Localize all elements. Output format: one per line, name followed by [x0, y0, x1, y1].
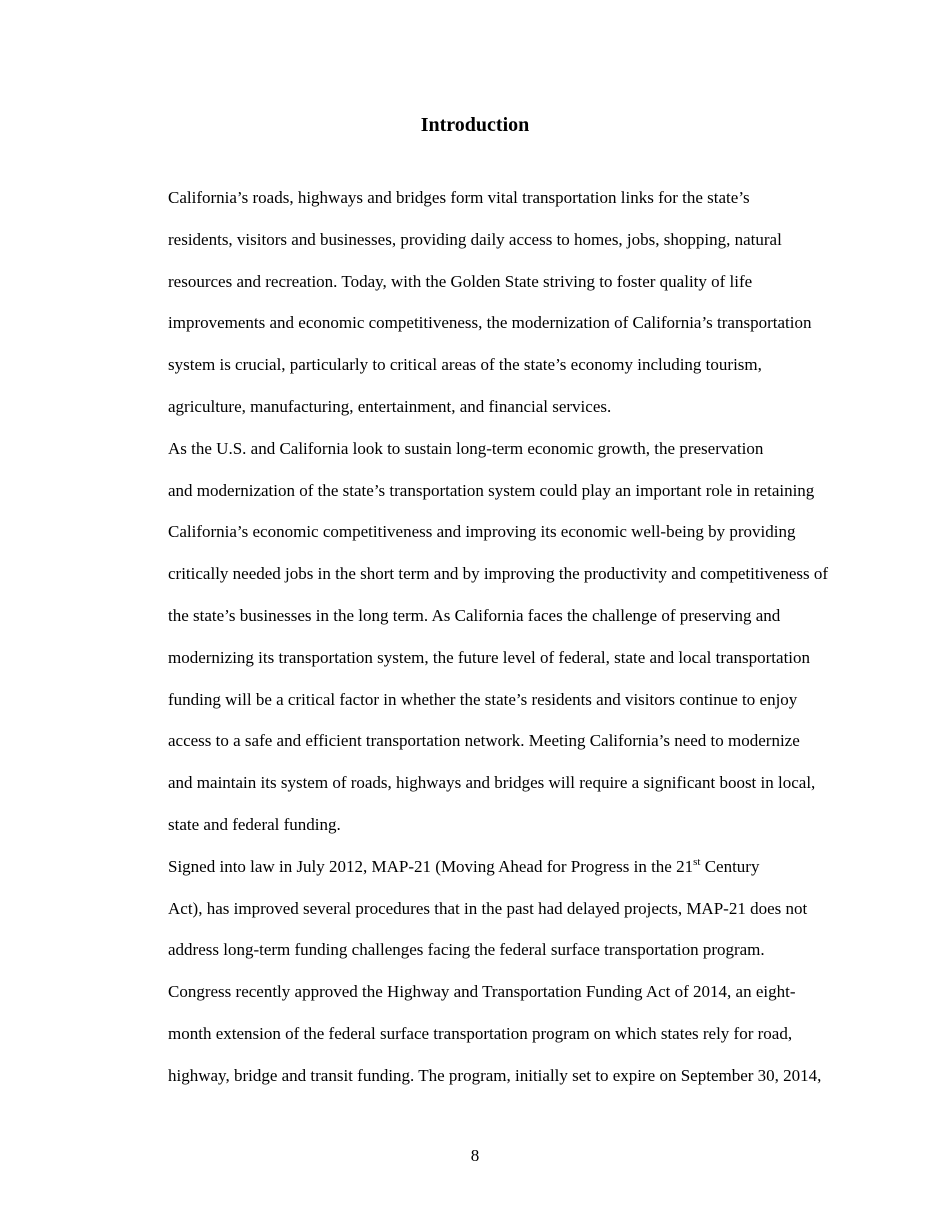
paragraph-1: [112, 177, 842, 428]
text-line: As the U.S. and California look to sustain long-term economic growth, the preservation: [168, 438, 764, 458]
text-line: funding will be a critical factor in whether the state’s residents and visitors continue to enjoy: [168, 689, 798, 709]
text-line: access to a safe and efficient transportation network. Meeting California’s need to modernize: [168, 731, 800, 751]
text-line: California’s roads, highways and bridges form vital transportation links for the state’s: [168, 188, 750, 207]
text-line: and maintain its system of roads, highways and bridges will require a significant boost in local,: [168, 773, 816, 793]
paragraph-2: [112, 428, 842, 846]
body-text: [112, 177, 842, 1097]
text-line: critically needed jobs in the short term and by improving the productivity and competitiveness of: [168, 564, 829, 584]
page-number: 8: [470, 1146, 480, 1165]
ordinal-superscript: st: [693, 855, 701, 868]
text-line: resources and recreation. Today, with the Golden State striving to foster quality of life: [168, 271, 753, 291]
text-line: California’s economic competitiveness and improving its economic well-being by providing: [168, 522, 796, 542]
paragraph-3: [112, 846, 842, 1097]
text-line: residents, visitors and businesses, providing daily access to homes, jobs, shopping, natural: [168, 229, 782, 249]
page-title: Introduction: [420, 114, 530, 136]
text-run: Century: [700, 856, 760, 876]
text-line: system is crucial, particularly to critical areas of the state’s economy including tourism,: [168, 355, 762, 375]
text-line: Act), has improved several procedures that in the past had delayed projects, MAP-21 does not: [168, 898, 808, 918]
text-line: month extension of the federal surface transportation program on which states rely for road,: [168, 1023, 793, 1043]
text-line: the state’s businesses in the long term. As California faces the challenge of preserving and: [168, 605, 781, 625]
text-line: improvements and economic competitiveness, the modernization of California’s transportation: [168, 313, 812, 333]
text-line: agriculture, manufacturing, entertainment, and financial services.: [168, 396, 612, 416]
text-run: Signed into law in July 2012, MAP-21 (Moving Ahead for Progress in the 21: [168, 856, 694, 876]
text-line: modernizing its transportation system, the future level of federal, state and local transportation: [168, 647, 811, 667]
text-line: [168, 857, 759, 876]
text-line: Congress recently approved the Highway and Transportation Funding Act of 2014, an eight-: [168, 982, 796, 1002]
text-line: address long-term funding challenges facing the federal surface transportation program.: [168, 940, 765, 960]
text-line: state and federal funding.: [168, 814, 341, 834]
text-line: and modernization of the state’s transportation system could play an important role in retaining: [168, 480, 815, 500]
text-line: highway, bridge and transit funding. The program, initially set to expire on September 30, 2014,: [168, 1065, 822, 1085]
